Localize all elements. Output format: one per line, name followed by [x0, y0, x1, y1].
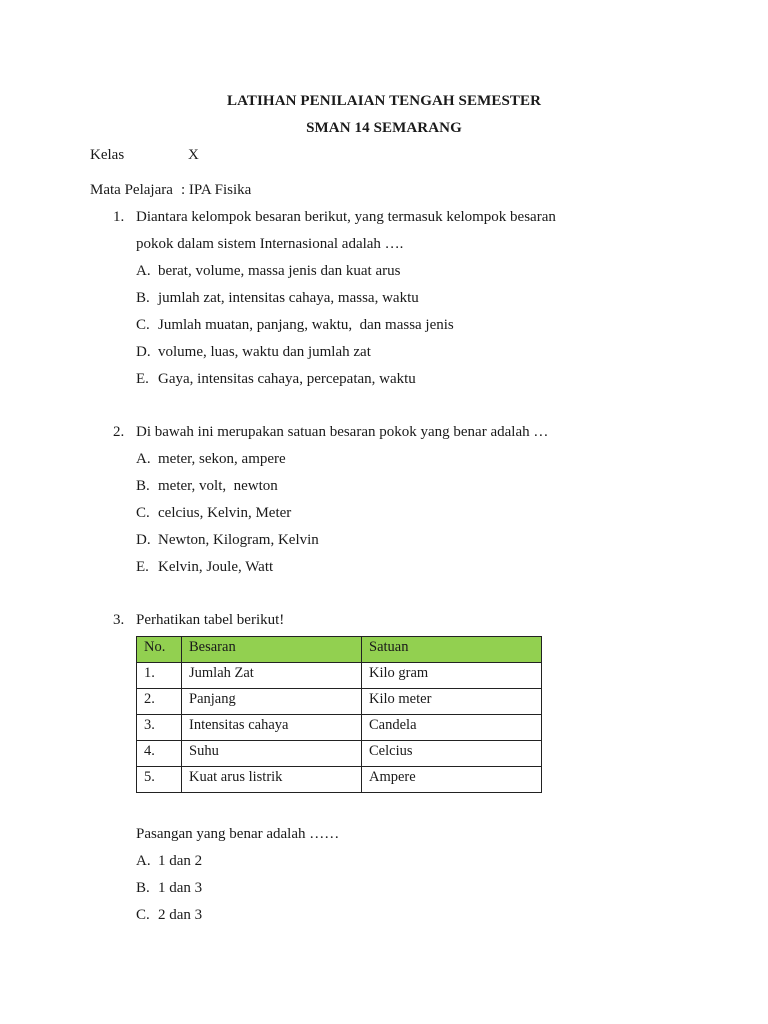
option-letter: B.: [136, 478, 150, 494]
table-cell: 3.: [137, 715, 182, 741]
table-cell: Ampere: [362, 767, 542, 793]
table-header-cell: Satuan: [362, 637, 542, 663]
table-row: [137, 689, 542, 715]
option-letter: C.: [136, 317, 150, 333]
question-prompt: Pasangan yang benar adalah ……: [136, 826, 340, 842]
question-number: 3.: [113, 612, 125, 628]
option-letter: D.: [136, 532, 151, 548]
option-letter: B.: [136, 290, 150, 306]
question-number: 2.: [113, 424, 125, 440]
table-cell: Kilo gram: [362, 663, 542, 689]
option-text: Gaya, intensitas cahaya, percepatan, waktu: [158, 371, 416, 387]
table-cell: 1.: [137, 663, 182, 689]
school-name: SMAN 14 SEMARANG: [306, 120, 462, 136]
question-text: pokok dalam sistem Internasional adalah ….: [136, 236, 404, 252]
table-cell: Panjang: [182, 689, 362, 715]
option-letter: C.: [136, 907, 150, 923]
table-row: [137, 663, 542, 689]
table-cell: Candela: [362, 715, 542, 741]
document-title: LATIHAN PENILAIAN TENGAH SEMESTER: [226, 93, 542, 109]
question-text: Perhatikan tabel berikut!: [136, 612, 285, 628]
question-text: Di bawah ini merupakan satuan besaran pokok yang benar adalah …: [136, 424, 549, 440]
table-header-cell: Besaran: [182, 637, 362, 663]
table-cell: Suhu: [182, 741, 362, 767]
kelas-label: Kelas: [90, 147, 125, 163]
table-header-cell: No.: [137, 637, 182, 663]
table-cell: Celcius: [362, 741, 542, 767]
option-text: 1 dan 2: [158, 853, 203, 869]
table-row: [137, 767, 542, 793]
table-row: [137, 741, 542, 767]
option-text: meter, sekon, ampere: [158, 451, 286, 467]
option-letter: A.: [136, 263, 151, 279]
table-cell: 2.: [137, 689, 182, 715]
option-text: 2 dan 3: [158, 907, 203, 923]
table-row: [137, 715, 542, 741]
option-letter: E.: [136, 371, 149, 387]
table-cell: Kilo meter: [362, 689, 542, 715]
table-cell: Jumlah Zat: [182, 663, 362, 689]
table-cell: 5.: [137, 767, 182, 793]
option-text: jumlah zat, intensitas cahaya, massa, waktu: [158, 290, 419, 306]
option-letter: A.: [136, 451, 151, 467]
table-cell: 4.: [137, 741, 182, 767]
option-letter: C.: [136, 505, 150, 521]
option-text: Jumlah muatan, panjang, waktu, dan massa jenis: [158, 317, 454, 333]
question-number: 1.: [113, 209, 125, 225]
option-letter: B.: [136, 880, 150, 896]
option-letter: E.: [136, 559, 149, 575]
mapel-label: Mata Pelajara: [90, 182, 173, 198]
option-text: berat, volume, massa jenis dan kuat arus: [158, 263, 401, 279]
option-text: meter, volt, newton: [158, 478, 278, 494]
option-letter: A.: [136, 853, 151, 869]
mapel-value: : IPA Fisika: [181, 182, 252, 198]
table-cell: Intensitas cahaya: [182, 715, 362, 741]
kelas-value: X: [188, 147, 199, 163]
option-text: Newton, Kilogram, Kelvin: [158, 532, 319, 548]
option-text: 1 dan 3: [158, 880, 203, 896]
option-letter: D.: [136, 344, 151, 360]
question-text: Diantara kelompok besaran berikut, yang termasuk kelompok besaran: [136, 209, 556, 225]
option-text: volume, luas, waktu dan jumlah zat: [158, 344, 371, 360]
besaran-satuan-table: [136, 636, 542, 793]
option-text: celcius, Kelvin, Meter: [158, 505, 292, 521]
table-cell: Kuat arus listrik: [182, 767, 362, 793]
table-header-row: [137, 637, 542, 663]
option-text: Kelvin, Joule, Watt: [158, 559, 274, 575]
